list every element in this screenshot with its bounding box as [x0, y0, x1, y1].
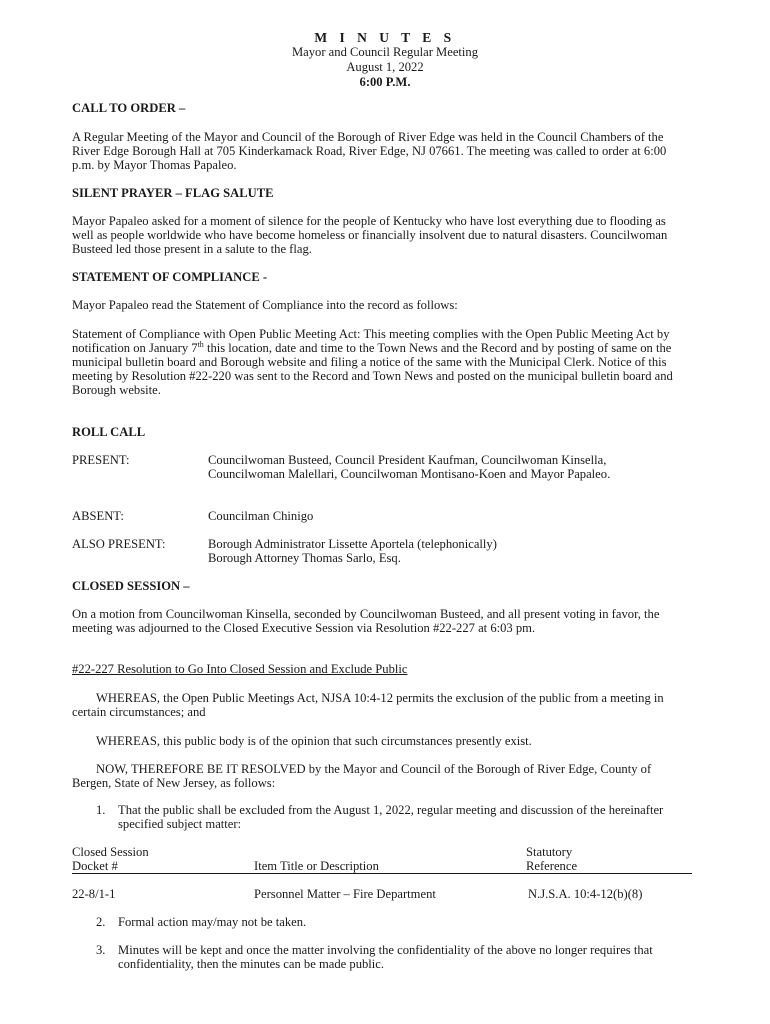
table-header-docket-line2: Docket # — [72, 859, 118, 873]
table-header-docket-line1: Closed Session — [72, 845, 149, 859]
list-item-text: That the public shall be excluded from the August 1, 2022, regular meeting and discussion of the hereinafter specified subject matter: — [118, 803, 664, 831]
also-present-label: ALSO PRESENT: — [72, 537, 166, 551]
closed-session-text: On a motion from Councilwoman Kinsella, seconded by Councilwoman Busteed, and all present voting in favor, the meeting was adjourned to the Closed Executive Session via Resolution #22-227 at 6:03 pm. — [72, 607, 660, 635]
list-item-text: Formal action may/may not be taken. — [118, 915, 307, 929]
table-header-statutory: Statutory — [526, 845, 573, 859]
resolved-clause: NOW, THEREFORE BE IT RESOLVED by the Mayor and Council of the Borough of River Edge, County of Bergen, State of New Jersey, as follows: — [72, 762, 652, 790]
absent-value: Councilman Chinigo — [208, 509, 314, 523]
silent-prayer-text: Mayor Papaleo asked for a moment of silence for the people of Kentucky who have lost everything due to flooding as well as people worldwide who have become homeless or financially insolvent due to natural disasters. Councilwoman Busteed led those present in a salute to the flag. — [72, 214, 668, 256]
roll-call-heading: ROLL CALL — [72, 425, 146, 439]
meeting-name: Mayor and Council Regular Meeting — [291, 45, 479, 59]
closed-session-heading: CLOSED SESSION – — [72, 579, 190, 593]
absent-label: ABSENT: — [72, 509, 124, 523]
list-item-number: 1. — [96, 803, 106, 817]
meeting-time: 6:00 P.M. — [359, 75, 411, 89]
also-present-value-1: Borough Administrator Lissette Aportela (telephonically) — [208, 537, 497, 551]
table-cell-reference: N.J.S.A. 10:4-12(b)(8) — [528, 887, 643, 901]
meeting-date: August 1, 2022 — [346, 60, 424, 74]
list-item-number: 2. — [96, 915, 106, 929]
compliance-heading: STATEMENT OF COMPLIANCE - — [72, 270, 268, 284]
silent-prayer-heading: SILENT PRAYER – FLAG SALUTE — [72, 186, 274, 200]
compliance-text-part-2: this location, date and time to the Town News and the Record and by posting of same on the municipal bulletin board and Borough website and filing a notice of the same with the Municipal Clerk. Notice of this meeting by Resolution #22-220 was sent to the Record and Town News and posted on the municipal bulletin board and Borough website. — [72, 341, 673, 397]
call-to-order-heading: CALL TO ORDER – — [72, 101, 186, 115]
compliance-intro: Mayor Papaleo read the Statement of Compliance into the record as follows: — [72, 298, 458, 312]
call-to-order-text: A Regular Meeting of the Mayor and Council of the Borough of River Edge was held in the Council Chambers of the River Edge Borough Hall at 705 Kinderkamack Road, River Edge, NJ 07661. The meeting was called to order at 6:00 p.m. by Mayor Thomas Papaleo. — [72, 130, 667, 172]
list-item-number: 3. — [96, 943, 106, 957]
table-cell-docket: 22-8/1-1 — [72, 887, 116, 901]
document-title: M I N U T E S — [314, 30, 456, 45]
resolution-title: #22-227 Resolution to Go Into Closed Session and Exclude Public — [72, 662, 408, 676]
table-header-rule — [72, 873, 692, 874]
table-header-description: Item Title or Description — [254, 859, 379, 873]
list-item-text: Minutes will be kept and once the matter involving the confidentiality of the above no longer requires that confidentiality, then the minutes can be made public. — [118, 943, 653, 971]
present-label: PRESENT: — [72, 453, 130, 467]
compliance-statement — [72, 327, 690, 397]
table-cell-title: Personnel Matter – Fire Department — [254, 887, 436, 901]
present-value: Councilwoman Busteed, Council President Kaufman, Councilwoman Kinsella, Councilwoman Malellari, Councilwoman Montisano-Koen and Mayor Papaleo. — [208, 453, 611, 481]
compliance-text-part-1: Statement of Compliance with Open Public Meeting Act: This meeting complies with the Open Public Meeting Act by notification on January 7 — [72, 327, 670, 355]
whereas-clause-1: WHEREAS, the Open Public Meetings Act, NJSA 10:4-12 permits the exclusion of the public from a meeting in certain circumstances; and — [72, 691, 664, 719]
whereas-clause-2: WHEREAS, this public body is of the opinion that such circumstances presently exist. — [96, 734, 532, 748]
also-present-value-2: Borough Attorney Thomas Sarlo, Esq. — [208, 551, 401, 565]
table-header-reference: Reference — [526, 859, 578, 873]
compliance-superscript: th — [197, 339, 204, 349]
